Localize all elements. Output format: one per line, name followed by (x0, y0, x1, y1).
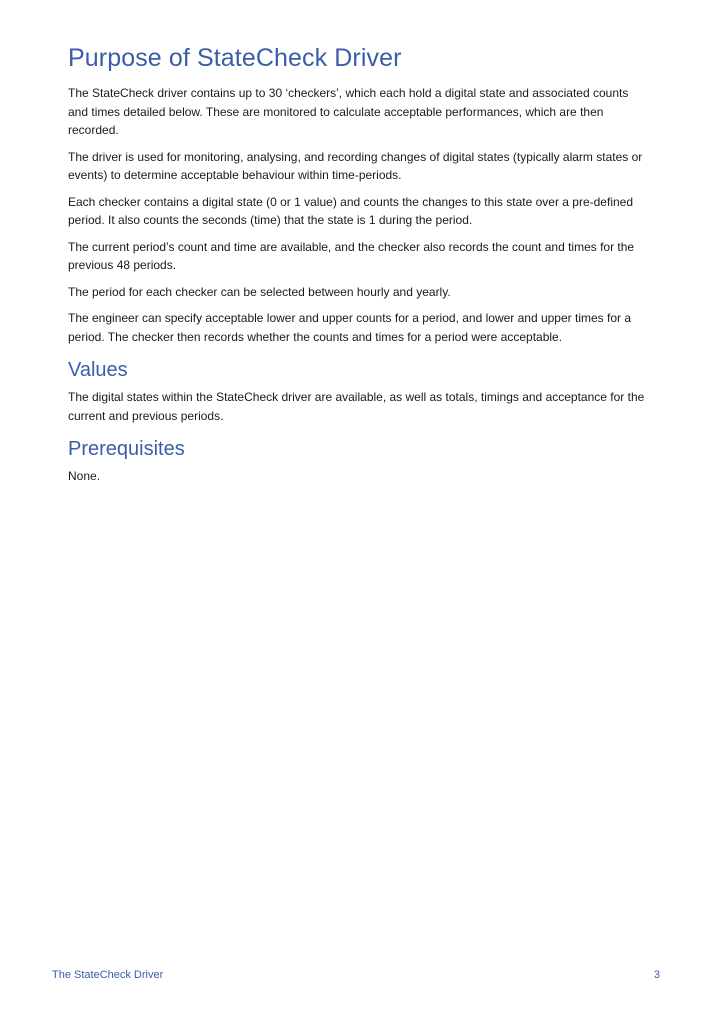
intro-paragraph-2: The driver is used for monitoring, analysing, and recording changes of digital states (typically alarm states or events) to determine acceptable behaviour within time-periods. (68, 149, 643, 182)
document-page (68, 40, 650, 494)
page-number: 3 (653, 969, 660, 981)
intro-paragraph-4: The current period’s count and time are available, and the checker also records the count and times for the previous 48 periods. (68, 239, 635, 272)
prerequisites-paragraph: None. (68, 469, 101, 483)
page-title: Purpose of StateCheck Driver (68, 44, 402, 72)
values-paragraph: The digital states within the StateCheck driver are available, as well as totals, timings and acceptance for the current and previous periods. (68, 390, 645, 423)
intro-paragraph-3: Each checker contains a digital state (0 or 1 value) and counts the changes to this state over a pre-defined period. It also counts the seconds (time) that the state is 1 during the period. (68, 194, 634, 227)
intro-paragraph-1: The StateCheck driver contains up to 30 ‘checkers’, which each hold a digital state and associated counts and times detailed below. These are monitored to calculate acceptable performances, which are then recorded. (68, 86, 629, 137)
intro-paragraph-6: The engineer can specify acceptable lower and upper counts for a period, and lower and upper times for a period. The checker then records whether the counts and times for a period were acceptable. (68, 311, 632, 344)
prerequisites-heading: Prerequisites (68, 438, 185, 460)
values-heading: Values (68, 359, 128, 381)
intro-paragraph-5: The period for each checker can be selected between hourly and yearly. (68, 284, 451, 299)
footer-title: The StateCheck Driver (52, 969, 164, 981)
